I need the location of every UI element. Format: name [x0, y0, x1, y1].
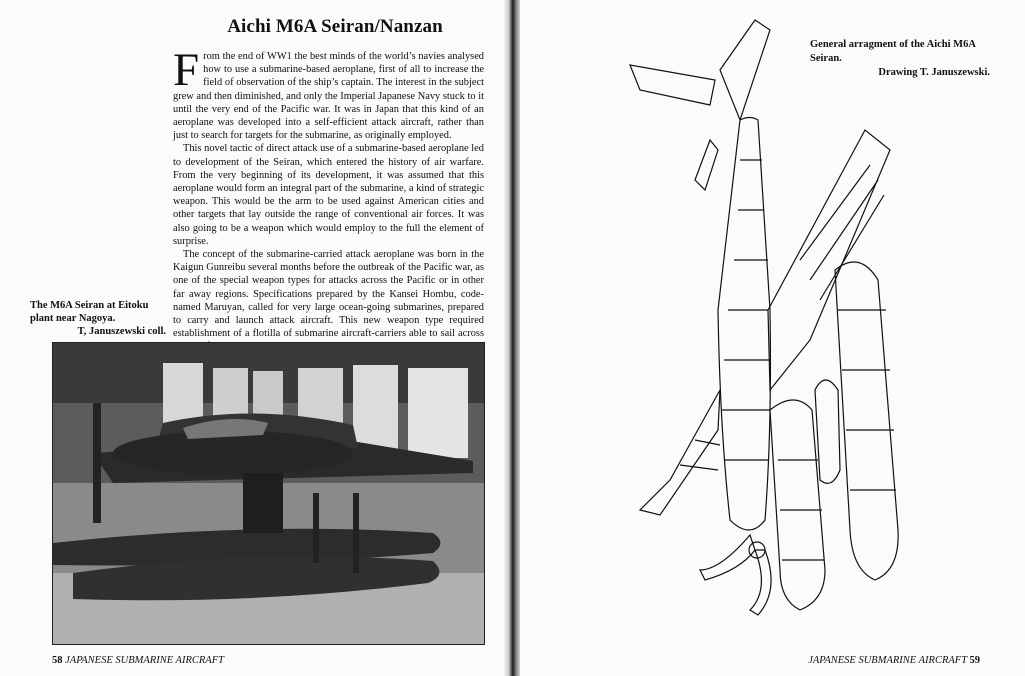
seiran-general-arrangement-drawing	[600, 10, 930, 650]
drawing-credit: Drawing T. Januszewski.	[878, 67, 990, 78]
paragraph-1-text: rom the end of WW1 the best minds of the world’s navies analysed how to use a submarine-based aeroplane, first of all to increase the field of observation of the ship’s captain. The interest in the subject grew and then diminished, and only the Imperial Japanese Navy stuck to it until the very end of the Pacific war. It was in Japan that this kind of an aeroplane was developed into a self-efficient attack aircraft, rather than just to search for targets for the submarine, as originally employed.	[173, 51, 484, 142]
right-running-title: JAPANESE SUBMARINE AIRCRAFT	[808, 655, 967, 666]
article-title: Aichi M6A Seiran/Nanzan	[227, 16, 443, 37]
photo-credit: T, Januszewski coll.	[77, 326, 166, 338]
seiran-factory-photo	[52, 342, 485, 645]
right-folio	[808, 655, 980, 666]
left-running-title: JAPANESE SUBMARINE AIRCRAFT	[65, 655, 224, 666]
paragraph-1	[173, 44, 484, 142]
photo-caption	[30, 299, 166, 339]
article-body	[173, 44, 484, 354]
left-page	[0, 0, 505, 676]
left-folio	[52, 655, 224, 666]
right-page-number: 59	[969, 655, 980, 666]
paragraph-3: The concept of the submarine-carried attack aeroplane was born in the Kaigun Gunreibu several months before the outbreak of the Pacific war, as one of the special weapon types for attacks across the Pacific or in other far away regions. Specifications prepared by the Kansei Hombu, code-named Maruyan, called for very large ocean-going submarines, prepared to carry and launch attack aircraft. This new weapon type required establishment of a flotilla of submarine aircraft-carriers able to sail across	[173, 249, 484, 340]
paragraph-2: This novel tactic of direct attack use of a submarine-based aeroplane led to development of the Seiran, which entered the history of air warfare. From the very beginning of its development, it was assumed that this aeroplane would form an integral part of the submarine, a kind of strategic weapon. This would be the arm to be used against American cities and other targets that lay outside the range of conventional air forces. It was also going to be a weapon which would employ to the full the element of surprise.	[173, 143, 484, 247]
drawing-caption	[810, 38, 990, 80]
drawing-caption-text: General arragment of the Aichi M6A Seiran.	[810, 39, 976, 64]
left-page-number: 58	[52, 655, 63, 666]
drop-cap: F	[173, 44, 200, 96]
photo-caption-text: The M6A Seiran at Eitoku plant near Nagoya.	[30, 300, 149, 325]
